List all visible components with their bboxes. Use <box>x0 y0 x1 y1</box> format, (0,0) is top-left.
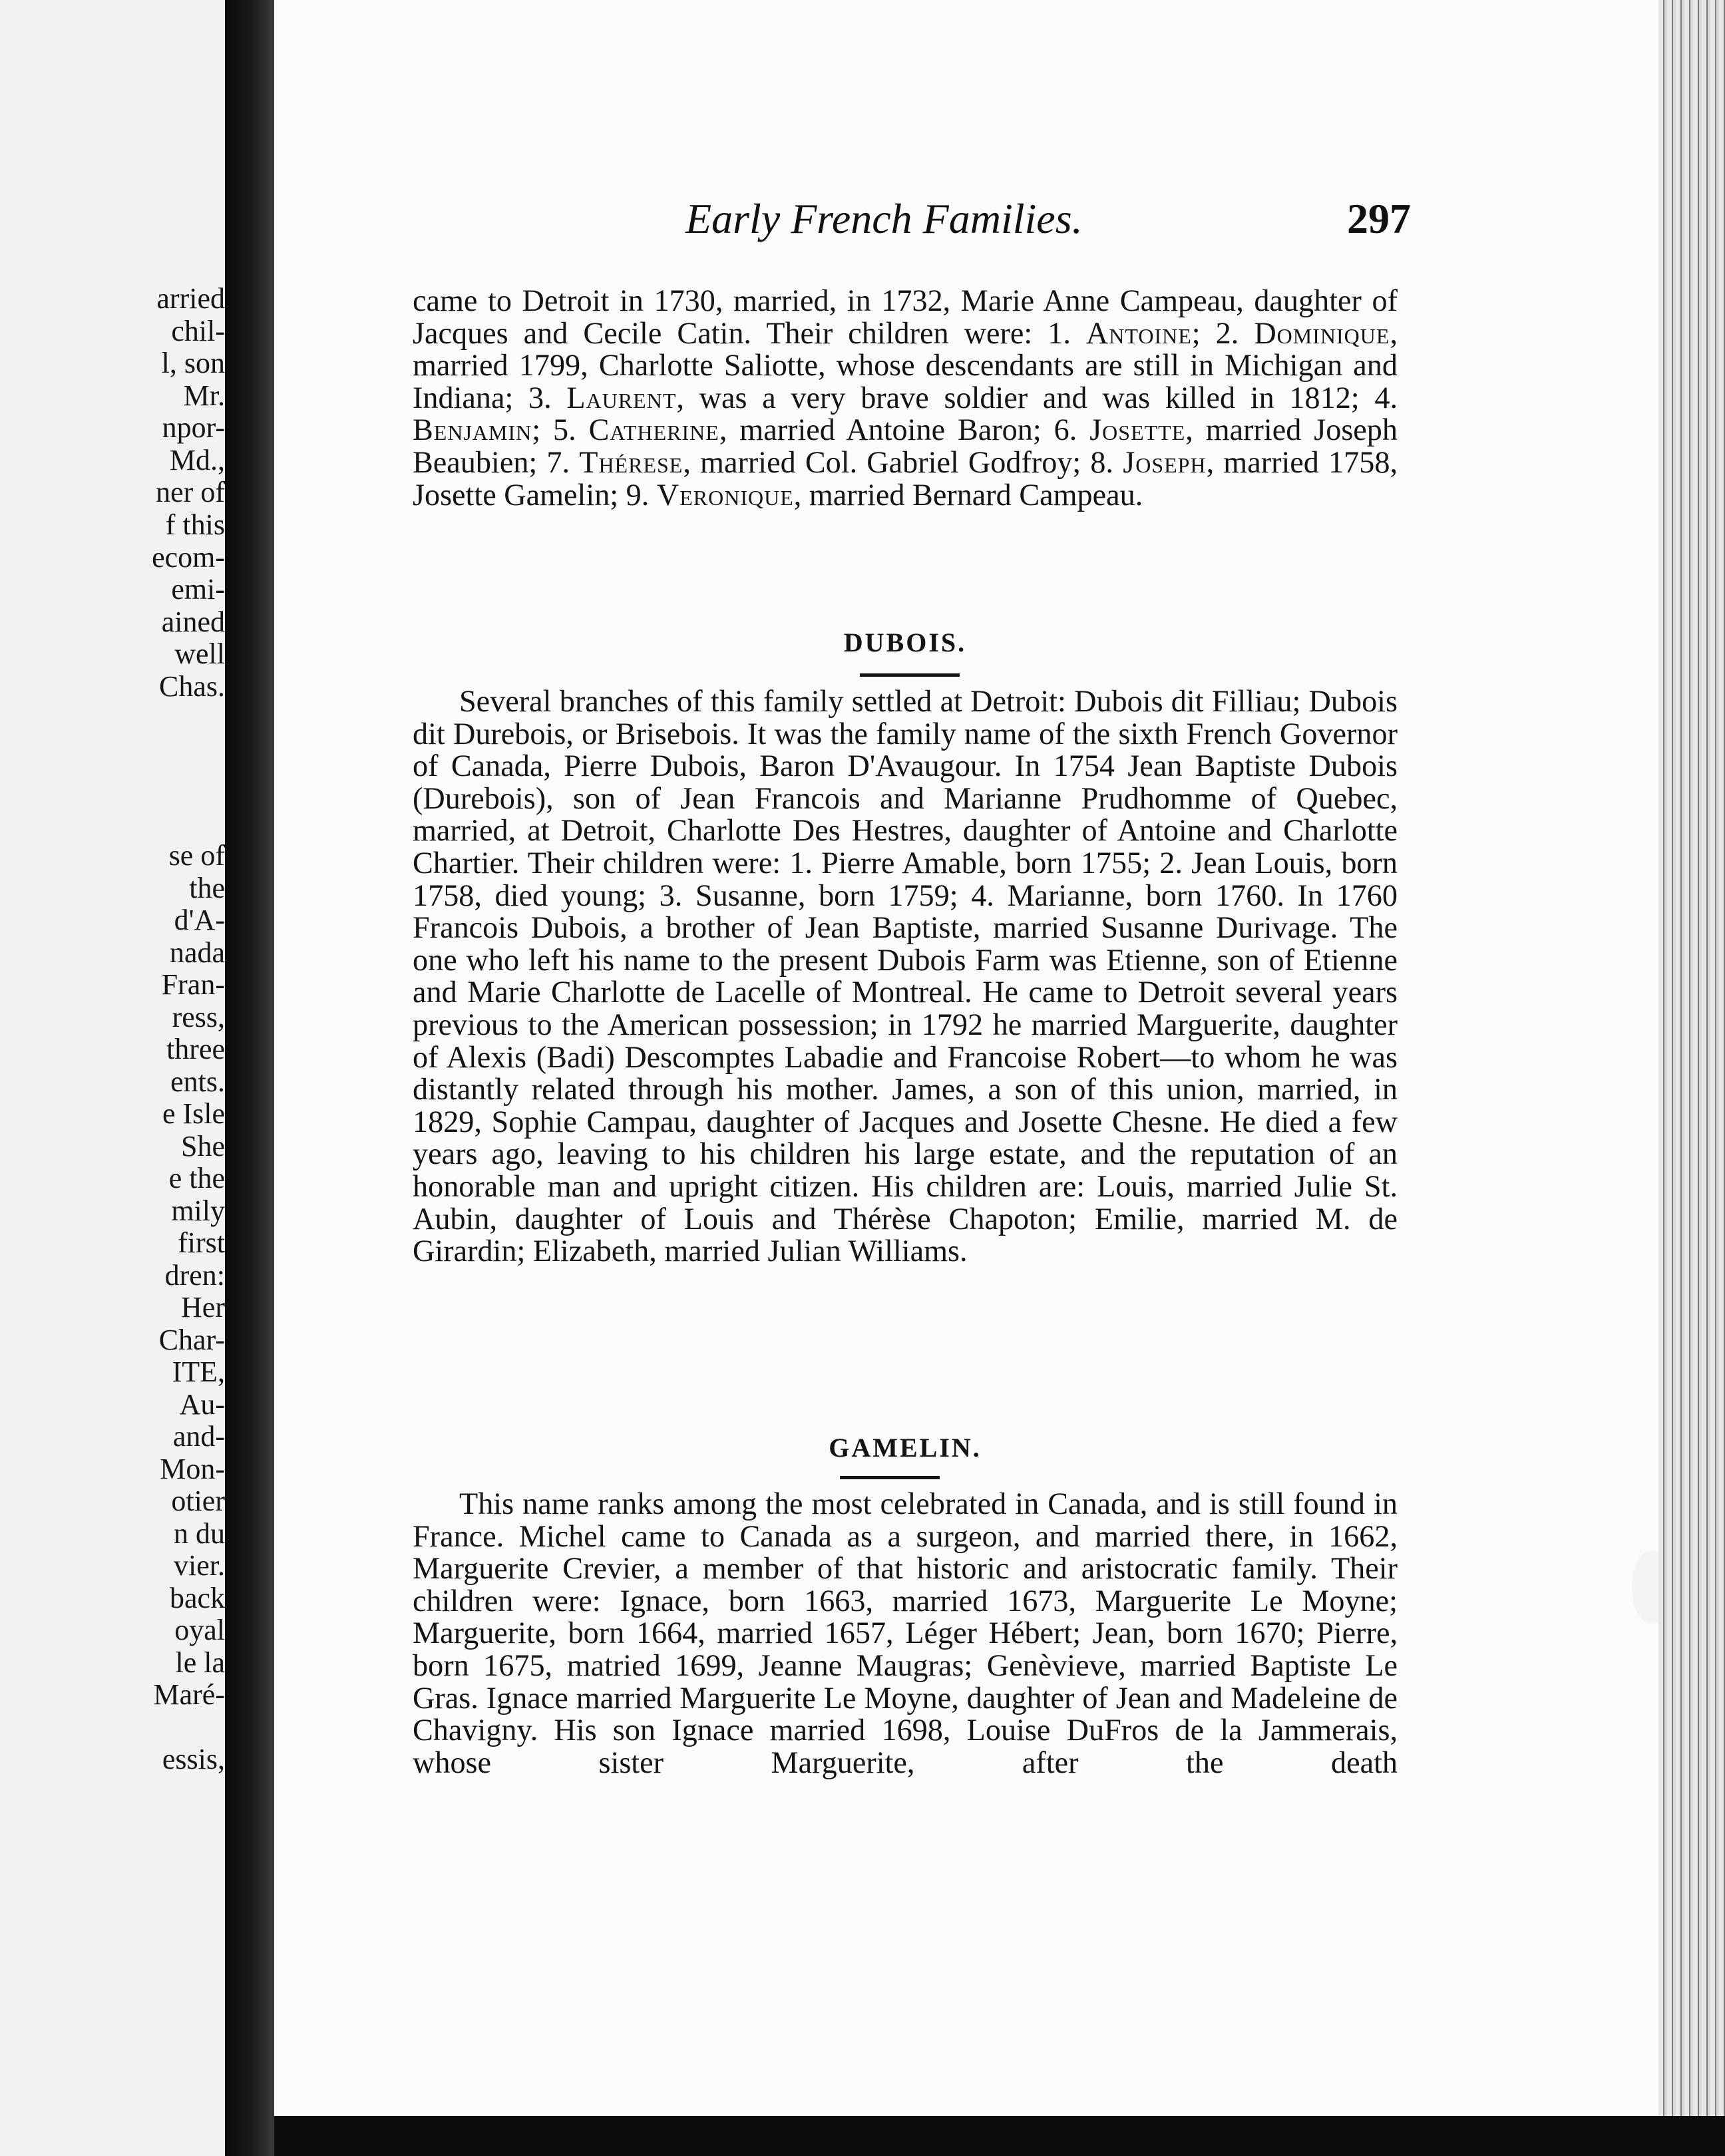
facing-page-text-fragment: She <box>181 1130 225 1163</box>
facing-page-text-fragment: Her <box>181 1291 225 1324</box>
running-head: Early French Families. <box>685 195 1083 242</box>
heading-rule <box>860 673 960 677</box>
facing-page-text-fragment: chil- <box>171 315 225 347</box>
text-run: , married 1799, Charlotte Saliotte, whose descendants are still in Michigan and Indiana; 3. <box>413 315 1398 415</box>
heading-rule <box>840 1476 940 1479</box>
text-run: , married Antoine Baron; 6. <box>719 413 1090 447</box>
child-name: Benjamin <box>413 413 532 447</box>
child-name: Antoine <box>1085 315 1192 350</box>
section-heading-dubois: DUBOIS. <box>843 628 967 657</box>
facing-page-text-fragment: Maré- <box>153 1678 225 1711</box>
child-name: Dominique <box>1254 315 1390 350</box>
facing-page-text-fragment: ents. <box>170 1065 225 1098</box>
child-name: Veronique <box>656 477 794 512</box>
facing-page-text-fragment: npor- <box>162 411 225 444</box>
facing-page-text-fragment: se of <box>168 839 225 872</box>
facing-page-text-fragment: le la <box>175 1646 225 1679</box>
text-run: ; 2. <box>1191 315 1254 350</box>
facing-page-text-fragment: Fran- <box>161 968 225 1001</box>
facing-page-text-fragment: e Isle <box>162 1097 225 1130</box>
facing-page-text-fragment: n du <box>174 1517 225 1550</box>
facing-page-text-fragment: Char- <box>158 1324 225 1356</box>
child-name: Joseph <box>1123 445 1207 479</box>
child-name: Josette <box>1089 413 1186 447</box>
facing-page-text-fragment: essis, <box>162 1743 225 1775</box>
facing-page-text-fragment: otier <box>171 1485 225 1517</box>
facing-page-text-fragment: ecom- <box>152 541 225 574</box>
text-run: , married Col. Gabriel Godfroy; 8. <box>683 445 1123 479</box>
facing-page-text-fragment: e the <box>168 1162 225 1194</box>
facing-page-text-fragment: Chas. <box>159 670 225 703</box>
facing-page-text-fragment: arried <box>156 282 225 315</box>
text-run: came to Detroit in 1730, married, in 1732, Marie Anne Campeau, daughter of Jacques and Cecile Catin. Their children were: 1. <box>413 283 1398 350</box>
facing-page-text-fragment: vier. <box>174 1549 225 1582</box>
text-run: , married Joseph Beaubien; 7. <box>413 413 1398 479</box>
facing-page-text-fragment: d'A- <box>174 904 225 936</box>
page-edges <box>1658 0 1725 2116</box>
text-run: , married Bernard Campeau. <box>793 477 1143 512</box>
child-name: Thérese <box>579 445 683 479</box>
left-facing-page <box>0 0 225 2156</box>
facing-page-text-fragment: l, son <box>161 347 225 379</box>
facing-page-text-fragment: the <box>189 872 225 904</box>
facing-page-text-fragment: oyal <box>174 1614 225 1646</box>
facing-page-text-fragment: first <box>178 1226 225 1259</box>
facing-page-text-fragment: and- <box>172 1420 225 1453</box>
page-number: 297 <box>1347 195 1411 242</box>
intro-paragraph <box>413 285 1398 511</box>
text-run: , was a very brave soldier and was killed in 1812; 4. <box>676 380 1398 415</box>
facing-page-text-fragment: emi- <box>171 573 225 606</box>
book-gutter <box>225 0 274 2156</box>
child-name: Laurent <box>566 380 677 415</box>
facing-page-text-fragment: Md., <box>169 444 225 476</box>
child-name: Catherine <box>588 413 719 447</box>
facing-page-text-fragment: well <box>174 637 225 670</box>
facing-page-text-fragment: f this <box>165 508 225 541</box>
text-run: ; 5. <box>532 413 589 447</box>
facing-page-text-fragment: ained <box>161 606 225 638</box>
facing-page-text-fragment: back <box>169 1582 225 1614</box>
facing-page-text-fragment: ner of <box>156 476 225 508</box>
facing-page-text-fragment: ITE, <box>172 1355 225 1388</box>
facing-page-text-fragment: Au- <box>179 1388 225 1421</box>
facing-page-text-fragment: three <box>166 1033 225 1065</box>
facing-page-text-fragment: Mon- <box>160 1453 225 1485</box>
facing-page-text-fragment: mily <box>171 1194 225 1227</box>
gamelin-paragraph: This name ranks among the most celebrated in Canada, and is still found in France. Michel came to Canada as a surgeon, and married there, in 1662, Marguerite Crevier, a member of that historic and aristocratic family. Their children were: Ignace, born 1663, married 1673, Marguerite Le Moyne; Marguerite, born 1664, married 1657, Léger Hébert; Jean, born 1670; Pierre, born 1675, matried 1699, Jeanne Maugras; Genèvieve, married Baptiste Le Gras. Ignace married Marguerite Le Moyne, daughter of Jean and Madeleine de Chavigny. His son Ignace married 1698, Louise DuFros de la Jammerais, whose sister Marguerite, after the death <box>413 1487 1398 1779</box>
facing-page-text-fragment: dren: <box>164 1259 225 1292</box>
dubois-paragraph: Several branches of this family settled at Detroit: Dubois dit Filliau; Dubois dit Durebois, or Brisebois. It was the family name of the sixth French Governor of Canada, Pierre Dubois, Baron D'Avaugour. In 1754 Jean Baptiste Dubois (Durebois), son of Jean Francois and Marianne Prudhomme of Quebec, married, at Detroit, Charlotte Des Hestres, daughter of Antoine and Charlotte Chartier. Their children were: 1. Pierre Amable, born 1755; 2. Jean Louis, born 1758, died young; 3. Susanne, born 1759; 4. Marianne, born 1760. In 1760 Francois Dubois, a brother of Jean Baptiste, married Susanne Durivage. The one who left his name to the present Dubois Farm was Etienne, son of Etienne and Marie Charlotte de Lacelle of Montreal. He came to Detroit several years previous to the American possession; in 1792 he married Marguerite, daughter of Alexis (Badi) Descomptes Labadie and Francoise Robert—to whom he was distantly related through his mother. James, a son of this union, married, in 1829, Sophie Campau, daughter of Jacques and Josette Chesne. He died a few years ago, leaving to his children his large estate, and the reputation of an honorable man and upright citizen. His children are: Louis, married Julie St. Aubin, daughter of Louis and Thérèse Chapoton; Emilie, married M. de Girardin; Elizabeth, married Julian Williams. <box>413 684 1398 1268</box>
text-run: , married 1758, Josette Gamelin; 9. <box>413 445 1398 512</box>
facing-page-text-fragment: ress, <box>172 1001 225 1033</box>
section-heading-gamelin: GAMELIN. <box>829 1433 982 1463</box>
facing-page-text-fragment: Mr. <box>183 379 225 412</box>
facing-page-text-fragment: nada <box>169 936 225 969</box>
page-header <box>666 194 1411 254</box>
